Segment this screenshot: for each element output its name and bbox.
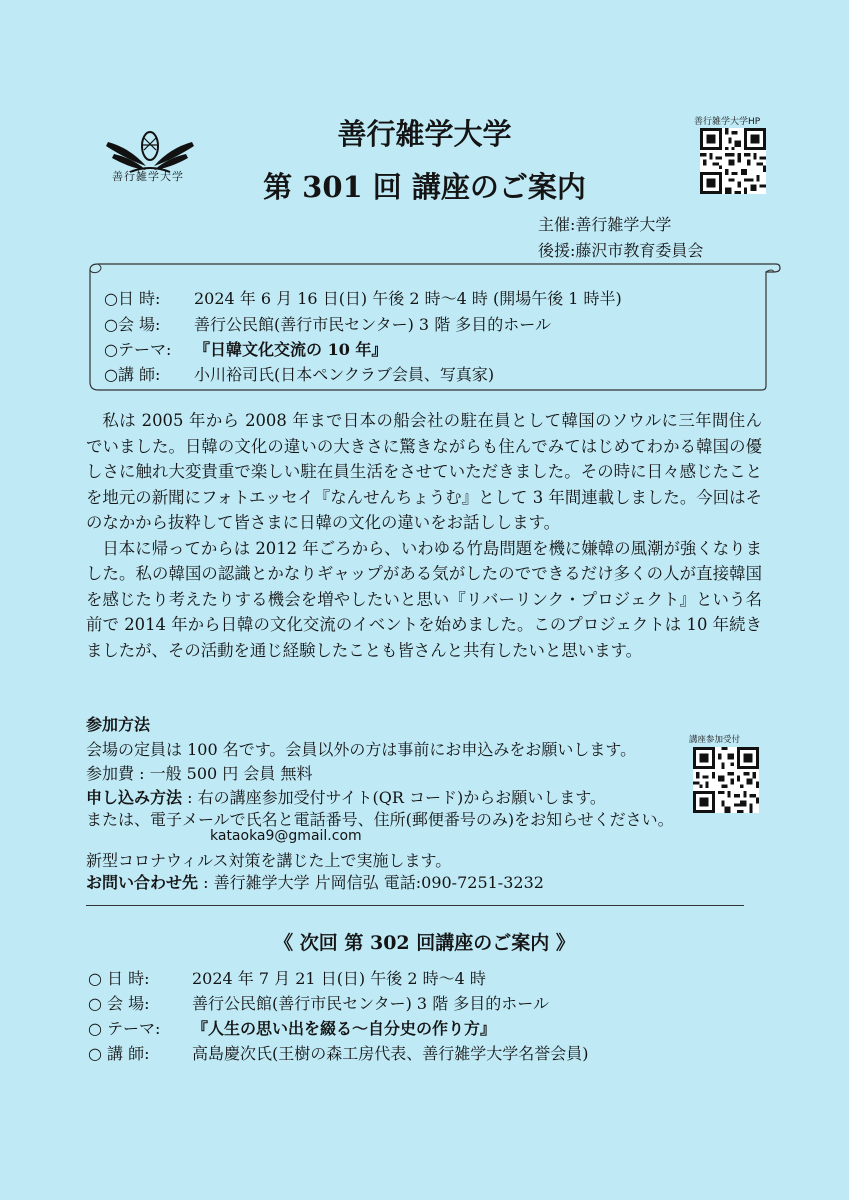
next-theme-label: ○ テーマ: <box>88 1019 161 1038</box>
next-lecture-title: 《 次回 第 302 回講座のご案内 》 <box>274 932 575 954</box>
email-link[interactable]: kataoka9@gmail.com <box>210 828 362 844</box>
next-venue-value: 善行公民館(善行市民センター) 3 階 多目的ホール <box>192 994 549 1013</box>
organizer-text: 主催:善行雑学大学 <box>538 215 672 234</box>
sponsor-text: 後援:藤沢市教育委員会 <box>538 241 704 260</box>
event-venue-label: ○会 場: <box>104 315 161 334</box>
event-theme-value: 『日韓文化交流の 10 年』 <box>194 340 388 359</box>
next-lecturer-row <box>88 1041 589 1064</box>
next-theme-row <box>88 1016 496 1039</box>
event-venue-row <box>104 312 551 335</box>
contact-text: : 善行雑学大学 片岡信弘 電話:090-7251-3232 <box>198 873 544 892</box>
covid-text: 新型コロナウィルス対策を講じた上で実施します。 <box>86 851 452 870</box>
lecture-description <box>86 408 762 663</box>
email-instruction-text: または、電子メールで氏名と電話番号、住所(郵便番号のみ)をお知らせください。 <box>86 810 674 829</box>
page-title: 善行雑学大学 <box>337 117 512 151</box>
event-date-value: 2024 年 6 月 16 日(日) 午後 2 時～4 時 (開場午後 1 時半) <box>194 289 622 308</box>
event-date-label: ○日 時: <box>104 289 161 308</box>
event-theme-row <box>104 337 387 360</box>
capacity-text: 会場の定員は 100 名です。会員以外の方は事前にお申込みをお願いします。 <box>86 740 637 759</box>
apply-text: : 右の講座参加受付サイト(QR コード)からお願いします。 <box>182 788 606 807</box>
next-lecturer-value: 高島慶次氏(王樹の森工房代表、善行雑学大学名誉会員) <box>192 1044 589 1063</box>
qr-registration-label: 講座参加受付 <box>689 735 741 745</box>
next-date-label: ○ 日 時: <box>88 969 150 988</box>
event-theme-label: ○テーマ: <box>104 340 172 359</box>
event-lecturer-label: ○講 師: <box>104 365 161 384</box>
next-date-row <box>88 966 486 989</box>
next-lecturer-label: ○ 講 師: <box>88 1044 150 1063</box>
event-venue-value: 善行公民館(善行市民センター) 3 階 多目的ホール <box>194 315 551 334</box>
description-paragraph-1: 私は 2005 年から 2008 年まで日本の船会社の駐在員として韓国のソウルに三年間住んでいました。日韓の文化の違いの大きさに驚きながらも住んでみてはじめてわかる韓国の優しさに触れ大変貴重で楽しい駐在員生活をさせていただきました。その時に日々感じたことを地元の新聞にフォトエッセイ『なんせんちょうむ』として 3 年間連載しました。今回はそのなかから抜粋して皆さまに日韓の文化の違いをお話しします。 <box>86 411 762 532</box>
description-paragraph-2: 日本に帰ってからは 2012 年ごろから、いわゆる竹島問題を機に嫌韓の風潮が強くなりました。私の韓国の認識とかなりギャップがある気がしたのでできるだけ多くの人が直接韓国を感じたり考えたりする機会を増やしたいと思い『リバーリンク・プロジェクト』という名前で 2014 年から日韓の文化交流のイベントを始めました。このプロジェクトは 10 年続きましたが、その活動を通じ経験したことも皆さんと共有したいと思います。 <box>86 538 762 660</box>
participation-heading: 参加方法 <box>86 715 151 734</box>
qr-code-hp-icon[interactable] <box>700 128 766 194</box>
next-theme-value: 『人生の思い出を綴る～自分史の作り方』 <box>192 1019 497 1038</box>
next-venue-label: ○ 会 場: <box>88 994 150 1013</box>
apply-label: 申し込み方法 <box>86 788 183 807</box>
apply-row <box>86 785 606 808</box>
next-venue-row <box>88 991 549 1014</box>
contact-row <box>86 870 544 893</box>
lecture-title: 第 301 回 講座のご案内 <box>263 170 586 204</box>
next-date-value: 2024 年 7 月 21 日(日) 午後 2 時～4 時 <box>192 969 486 988</box>
qr-hp-label: 善行雑学大学HP <box>694 117 761 127</box>
event-date-row <box>104 286 622 309</box>
qr-code-registration-icon[interactable] <box>693 747 759 813</box>
event-lecturer-row <box>104 362 494 385</box>
event-lecturer-value: 小川裕司氏(日本ペンクラブ会員、写真家) <box>194 365 495 384</box>
fee-text: 参加費 : 一般 500 円 会員 無料 <box>86 764 313 783</box>
section-divider <box>86 905 744 906</box>
contact-label: お問い合わせ先 <box>86 873 199 892</box>
logo-text: 善行雑学大学 <box>112 170 184 183</box>
